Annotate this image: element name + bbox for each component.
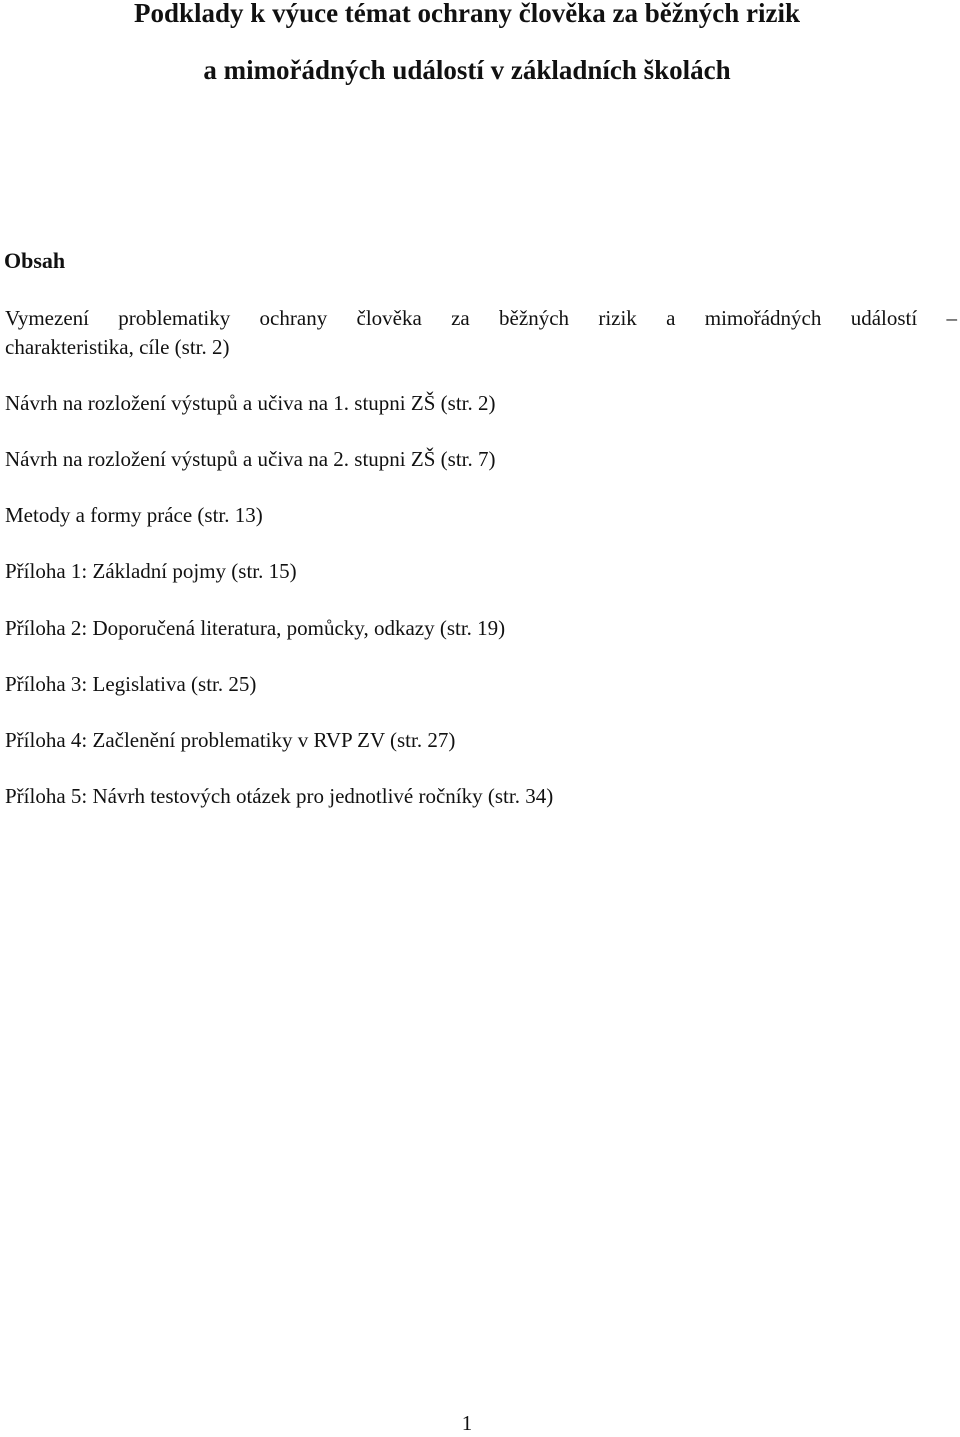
toc-item-3: Návrh na rozložení výstupů a učiva na 2. stupni ZŠ (str. 7) (5, 447, 496, 471)
document-title-line-2: a mimořádných událostí v základních školách (203, 55, 731, 85)
contents-heading: Obsah (4, 248, 66, 273)
toc-item-1-line-2: charakteristika, cíle (str. 2) (5, 335, 230, 359)
toc-item-5: Příloha 1: Základní pojmy (str. 15) (5, 559, 297, 583)
document-title-line-1: Podklady k výuce témat ochrany člověka za běžných rizik (134, 0, 800, 28)
toc-item-9: Příloha 5: Návrh testových otázek pro jednotlivé ročníky (str. 34) (5, 784, 554, 808)
toc-item-4: Metody a formy práce (str. 13) (5, 503, 263, 527)
toc-item-7: Příloha 3: Legislativa (str. 25) (5, 672, 257, 696)
toc-item-2: Návrh na rozložení výstupů a učiva na 1. stupni ZŠ (str. 2) (5, 391, 496, 415)
toc-item-6: Příloha 2: Doporučená literatura, pomůcky, odkazy (str. 19) (5, 616, 506, 640)
toc-item-8: Příloha 4: Začlenění problematiky v RVP ZV (str. 27) (5, 728, 456, 752)
toc-item-1-line-1: Vymezení problematiky ochrany člověka za běžných rizik a mimořádných událostí – (5, 306, 957, 330)
page-number: 1 (461, 1411, 473, 1435)
